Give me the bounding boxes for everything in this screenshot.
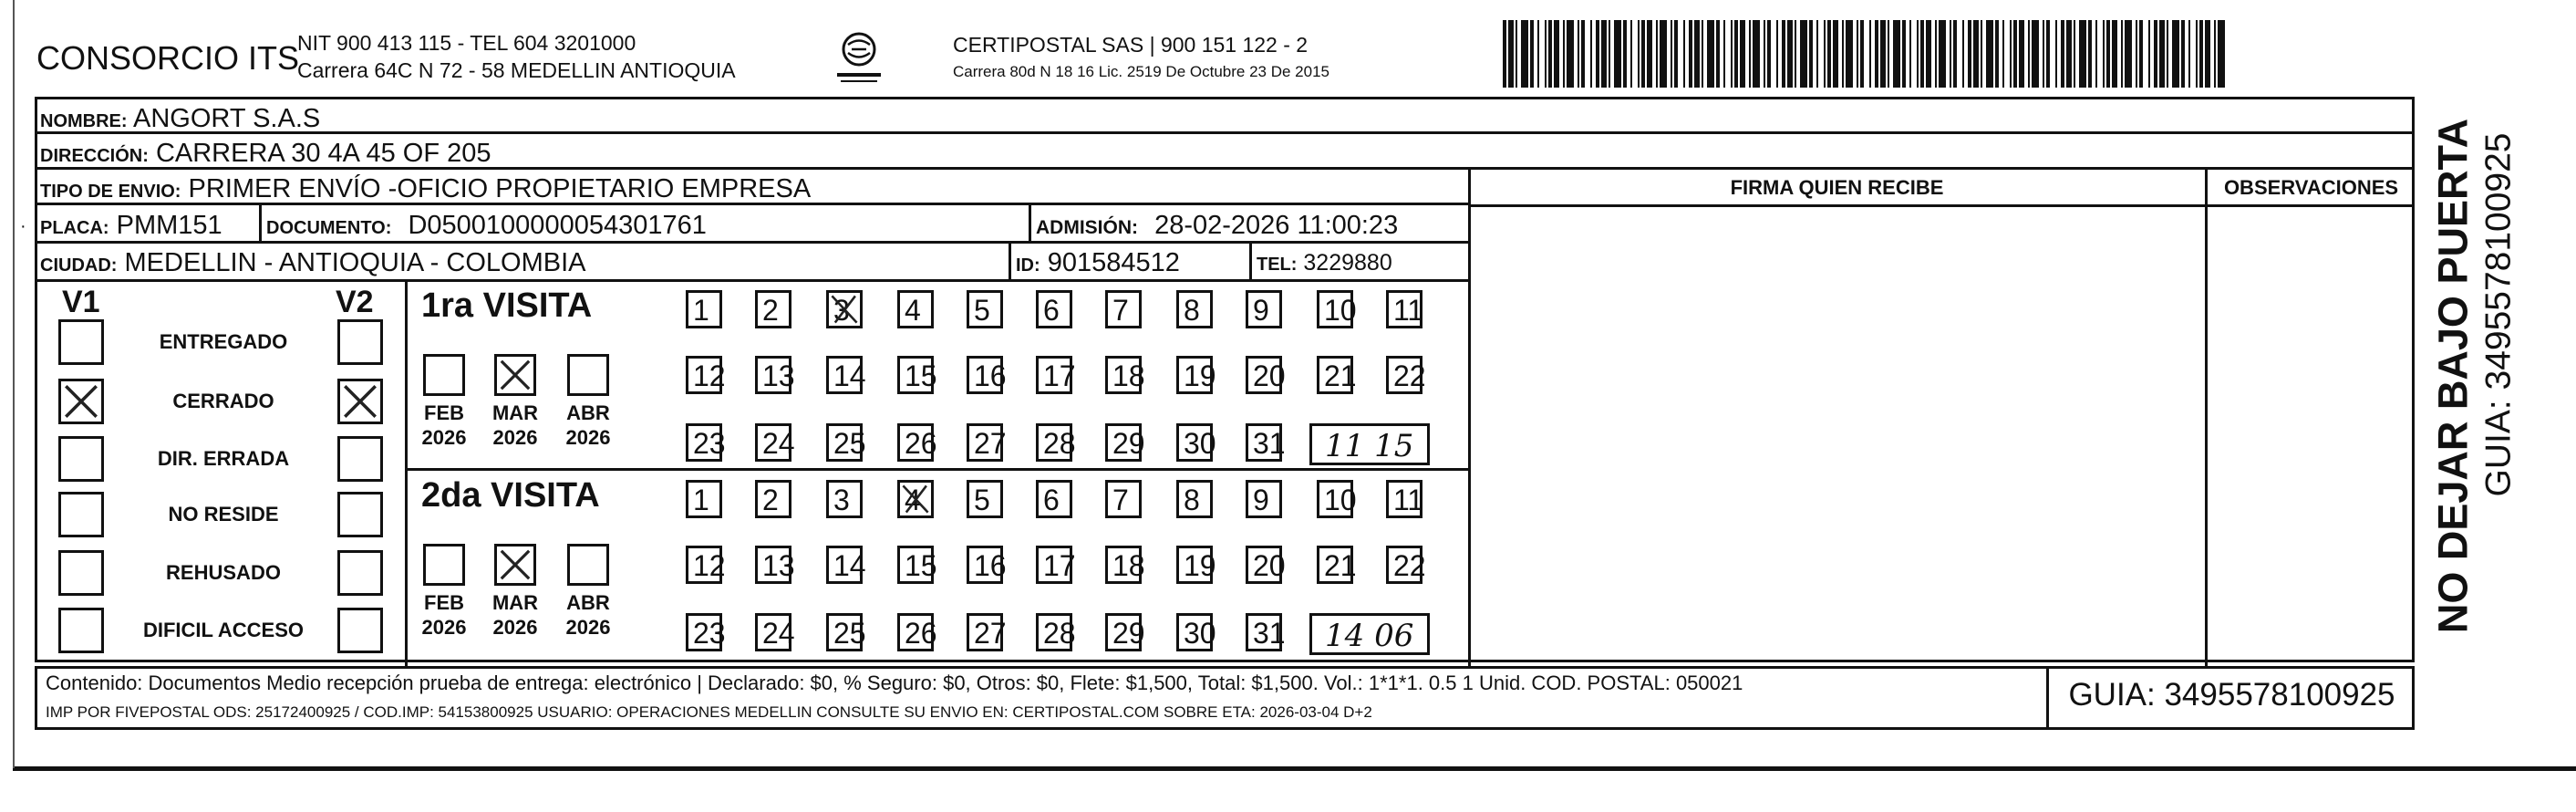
id-value: 901584512 <box>1047 248 1180 277</box>
day-box[interactable]: 11 <box>1386 290 1422 328</box>
month-label: MAR <box>491 401 539 424</box>
month-year: 2026 <box>565 426 611 449</box>
day-box[interactable]: 24 <box>755 613 791 651</box>
day-box[interactable]: 21 <box>1317 356 1353 394</box>
month-year: 2026 <box>421 426 467 449</box>
day-box[interactable]: 15 <box>897 546 934 584</box>
admision-label: ADMISIÓN: <box>1036 217 1138 238</box>
day-box[interactable]: 18 <box>1105 356 1142 394</box>
v1-checkbox[interactable] <box>58 379 104 424</box>
v2-checkbox[interactable] <box>337 550 383 596</box>
day-box[interactable]: 11 <box>1386 480 1422 518</box>
ciudad-value: MEDELLIN - ANTIOQUIA - COLOMBIA <box>124 248 586 277</box>
day-box[interactable]: 12 <box>686 356 722 394</box>
firma-label: FIRMA QUIEN RECIBE <box>1730 176 1944 199</box>
v1-checkbox[interactable] <box>58 319 104 365</box>
footer-imp: IMP POR FIVEPOSTAL ODS: 25172400925 / COD.IMP: 54153800925 USUARIO: OPERACIONES MEDELLIN CONSULTE SU ENVIO EN: CERTIPOSTAL.COM SOBRE ETA: 2026-03-04 D+2 <box>46 703 1372 721</box>
day-box[interactable]: 25 <box>826 423 863 462</box>
day-box[interactable]: 24 <box>755 423 791 462</box>
footer-guia: GUIA: 3495578100925 <box>2068 677 2395 713</box>
admision-value: 28-02-2026 11:00:23 <box>1154 211 1399 240</box>
day-box[interactable]: 23 <box>686 423 722 462</box>
day-box[interactable]: 29 <box>1105 423 1142 462</box>
v2-checkbox[interactable] <box>337 379 383 424</box>
signature-area[interactable] <box>1471 207 2205 666</box>
tel-row <box>1257 252 1392 275</box>
day-box[interactable]: 7 <box>1105 290 1142 328</box>
id-row <box>1016 250 1180 276</box>
day-box[interactable]: 17 <box>1036 356 1072 394</box>
tipo-envio-row <box>40 176 811 203</box>
ciudad-row <box>40 250 586 276</box>
day-box[interactable]: 22 <box>1386 356 1422 394</box>
day-box[interactable]: 13 <box>755 356 791 394</box>
documento-row <box>266 213 707 239</box>
month-label: ABR <box>566 401 610 424</box>
day-box[interactable]: 14 <box>826 356 863 394</box>
month-checkbox[interactable] <box>567 354 609 396</box>
v2-label: V2 <box>336 285 374 319</box>
day-box[interactable]: 6 <box>1036 290 1072 328</box>
month-label: ABR <box>566 591 610 614</box>
tel-value: 3229880 <box>1303 250 1392 276</box>
day-box[interactable]: 31 <box>1246 423 1282 462</box>
month-label: FEB <box>424 401 464 424</box>
hour-handwritten: 14 06 <box>1325 618 1414 654</box>
visit-title: 2da VISITA <box>421 476 600 515</box>
v1-checkbox[interactable] <box>58 608 104 653</box>
day-box[interactable]: 8 <box>1176 290 1213 328</box>
day-box[interactable]: 18 <box>1105 546 1142 584</box>
side-guia: GUIA: 3495578100925 <box>2478 132 2519 497</box>
v1-label: V1 <box>62 285 100 319</box>
placa-label: PLACA: <box>40 218 109 238</box>
day-box[interactable]: 9 <box>1246 290 1282 328</box>
day-box[interactable]: 14 <box>826 546 863 584</box>
day-box[interactable]: 19 <box>1176 356 1213 394</box>
day-box[interactable]: 20 <box>1246 546 1282 584</box>
hour-box[interactable] <box>1309 613 1430 655</box>
day-box[interactable]: 25 <box>826 613 863 651</box>
day-box[interactable]: 31 <box>1246 613 1282 651</box>
ciudad-label: CIUDAD: <box>40 255 118 276</box>
tipo-envio-value: PRIMER ENVÍO -OFICIO PROPIETARIO EMPRESA <box>188 174 812 203</box>
company-name: CONSORCIO ITS <box>36 39 300 77</box>
day-box[interactable]: 5 <box>967 480 1003 518</box>
day-box[interactable]: 28 <box>1036 423 1072 462</box>
day-box[interactable]: 26 <box>897 613 934 651</box>
scan-edge-left <box>13 0 15 768</box>
day-box[interactable]: 12 <box>686 546 722 584</box>
observations-area[interactable] <box>2208 207 2415 666</box>
month-checkbox[interactable] <box>494 354 536 396</box>
day-box[interactable]: 26 <box>897 423 934 462</box>
day-box[interactable]: 9 <box>1246 480 1282 518</box>
month-year: 2026 <box>565 616 611 639</box>
day-box[interactable]: 22 <box>1386 546 1422 584</box>
day-box[interactable]: 6 <box>1036 480 1072 518</box>
company-address: Carrera 64C N 72 - 58 MEDELLIN ANTIOQUIA <box>297 58 736 82</box>
month-checkbox[interactable] <box>567 544 609 586</box>
v2-checkbox[interactable] <box>337 608 383 653</box>
certipostal-info: CERTIPOSTAL SAS | 900 151 122 - 2 <box>953 33 1309 57</box>
direccion-row <box>40 141 491 167</box>
day-box[interactable]: 16 <box>967 546 1003 584</box>
month-year: 2026 <box>421 616 467 639</box>
status-label: DIR. ERRADA <box>157 447 290 470</box>
day-box[interactable]: 1 <box>686 290 722 328</box>
company-nit: NIT 900 413 115 - TEL 604 3201000 <box>297 31 636 55</box>
observaciones-label: OBSERVACIONES <box>2223 176 2399 199</box>
month-label: MAR <box>491 591 539 614</box>
day-box[interactable]: 21 <box>1317 546 1353 584</box>
day-box[interactable]: 4 <box>897 290 934 328</box>
day-box[interactable]: 30 <box>1176 613 1213 651</box>
day-box[interactable]: 1 <box>686 480 722 518</box>
v2-checkbox[interactable] <box>337 436 383 482</box>
hour-handwritten: 11 15 <box>1325 428 1414 464</box>
placa-row <box>40 213 222 239</box>
month-year: 2026 <box>492 426 538 449</box>
v1-checkbox[interactable] <box>58 436 104 482</box>
status-label: NO RESIDE <box>168 503 279 526</box>
day-box[interactable]: 4 <box>897 480 934 518</box>
day-box[interactable]: 30 <box>1176 423 1213 462</box>
day-box[interactable]: 2 <box>755 480 791 518</box>
v2-checkbox[interactable] <box>337 319 383 365</box>
certipostal-address: Carrera 80d N 18 16 Lic. 2519 De Octubre 23 De 2015 <box>953 63 1329 80</box>
placa-value: PMM151 <box>116 211 222 240</box>
tel-label: TEL: <box>1257 255 1298 275</box>
day-box[interactable]: 19 <box>1176 546 1213 584</box>
documento-label: DOCUMENTO: <box>266 218 392 238</box>
visit-title: 1ra VISITA <box>421 286 593 325</box>
status-label: ENTREGADO <box>159 330 288 353</box>
day-box[interactable]: 7 <box>1105 480 1142 518</box>
status-label: REHUSADO <box>166 561 281 584</box>
day-box[interactable]: 17 <box>1036 546 1072 584</box>
day-box[interactable]: 5 <box>967 290 1003 328</box>
id-label: ID: <box>1016 255 1040 276</box>
v1-checkbox[interactable] <box>58 550 104 596</box>
status-label: CERRADO <box>172 390 274 412</box>
admision-row <box>1036 213 1398 239</box>
nombre-row <box>40 106 320 132</box>
day-box[interactable]: 3 <box>826 290 863 328</box>
day-box[interactable]: 13 <box>755 546 791 584</box>
barcode <box>1503 20 2225 88</box>
month-checkbox[interactable] <box>423 544 465 586</box>
day-box[interactable]: 27 <box>967 423 1003 462</box>
direccion-value: CARRERA 30 4A 45 OF 205 <box>155 139 491 168</box>
footer-contenido: Contenido: Documentos Medio recepción prueba de entrega: electrónico | Declarado: $0, % Seguro: $0, Otros: $0, Flete: $1,500, Total: $1,500. Vol.: 1*1*1. 0.5 1 Unid. COD. POSTAL: 050021 <box>46 671 1743 694</box>
month-checkbox[interactable] <box>423 354 465 396</box>
day-box[interactable]: 28 <box>1036 613 1072 651</box>
month-label: FEB <box>424 591 464 614</box>
day-box[interactable]: 10 <box>1317 290 1353 328</box>
month-year: 2026 <box>492 616 538 639</box>
direccion-label: DIRECCIÓN: <box>40 146 149 166</box>
month-checkbox[interactable] <box>494 544 536 586</box>
hour-box[interactable] <box>1309 423 1430 465</box>
day-box[interactable]: 20 <box>1246 356 1282 394</box>
day-box[interactable]: 27 <box>967 613 1003 651</box>
v2-checkbox[interactable] <box>337 492 383 537</box>
day-box[interactable]: 15 <box>897 356 934 394</box>
scan-speck: · <box>20 216 26 236</box>
day-box[interactable]: 3 <box>826 480 863 518</box>
scan-edge <box>13 766 2576 771</box>
documento-value: D0500100000054301761 <box>408 211 707 240</box>
status-label: DIFICIL ACCESO <box>142 619 304 641</box>
side-no-dejar: NO DEJAR BAJO PUERTA <box>2429 118 2477 634</box>
v1-checkbox[interactable] <box>58 492 104 537</box>
nombre-value: ANGORT S.A.S <box>133 104 321 133</box>
day-box[interactable]: 10 <box>1317 480 1353 518</box>
day-box[interactable]: 23 <box>686 613 722 651</box>
day-box[interactable]: 16 <box>967 356 1003 394</box>
nombre-label: NOMBRE: <box>40 111 128 131</box>
certipostal-logo <box>832 29 886 93</box>
day-box[interactable]: 2 <box>755 290 791 328</box>
tipo-envio-label: TIPO DE ENVIO: <box>40 182 181 202</box>
day-box[interactable]: 29 <box>1105 613 1142 651</box>
day-box[interactable]: 8 <box>1176 480 1213 518</box>
